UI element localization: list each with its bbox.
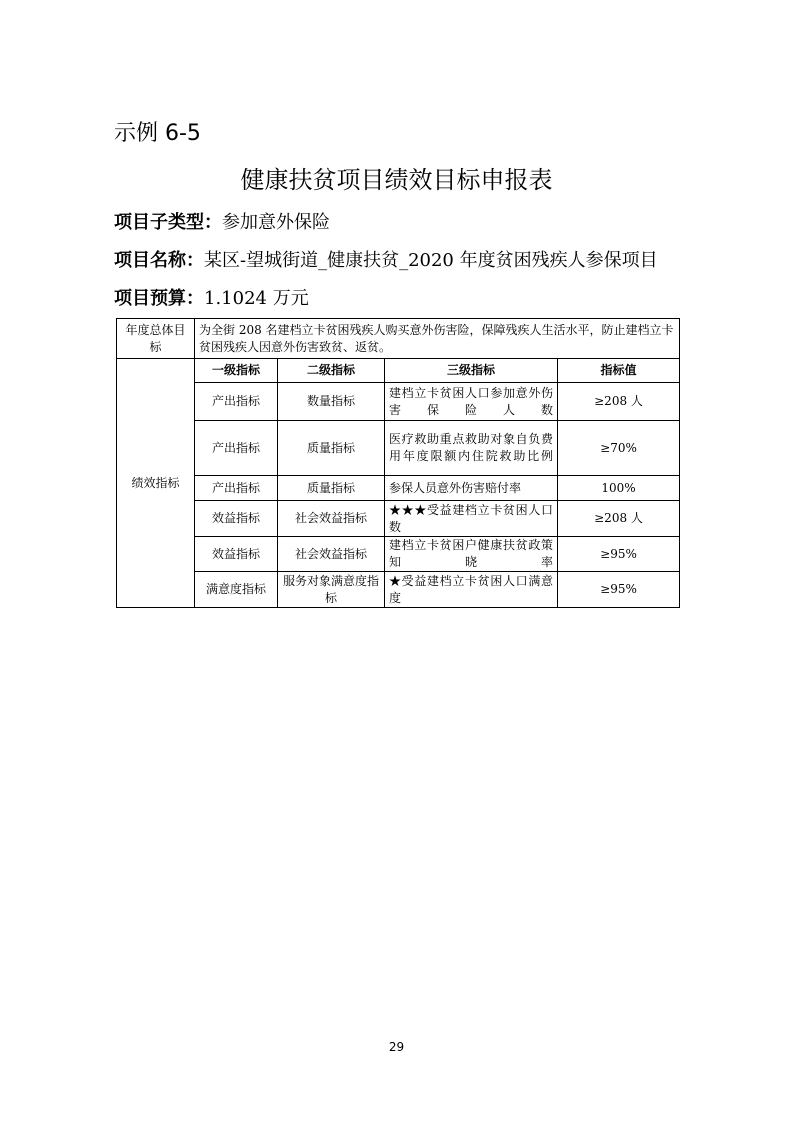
document-title: 健康扶贫项目绩效目标申报表 [240, 166, 553, 194]
table-row [117, 501, 680, 537]
row-level2: 质量指标 [278, 476, 385, 501]
table-row [117, 572, 680, 608]
row-level2: 质量指标 [278, 421, 385, 476]
row-level2: 社会效益指标 [278, 537, 385, 572]
row-level2: 数量指标 [278, 383, 385, 421]
table-row [117, 421, 680, 476]
page-number: 29 [388, 1040, 405, 1054]
row-level3: ★★★受益建档立卡贫困人口数 [385, 501, 558, 537]
row-value: ≥95% [558, 537, 680, 572]
row-level3: 建档立卡贫困户健康扶贫政策知晓率 [385, 537, 558, 572]
row-level3: ★受益建档立卡贫困人口满意度 [385, 572, 558, 608]
goal-text: 为全街 208 名建档立卡贫困残疾人购买意外伤害险，保障残疾人生活水平，防止建档立卡贫困残疾人因意外伤害致贫、返贫。 [195, 319, 680, 359]
info-budget-label: 项目预算： [114, 288, 204, 309]
table-row [117, 476, 680, 501]
row-level2: 服务对象满意度指标 [278, 572, 385, 608]
performance-table [116, 318, 680, 608]
header-level2: 二级指标 [278, 359, 385, 383]
row-value: ≥208 人 [558, 501, 680, 537]
info-subtype [114, 208, 330, 234]
row-value: 100% [558, 476, 680, 501]
info-subtype-value: 参加意外保险 [222, 212, 330, 233]
row-level1: 产出指标 [195, 476, 278, 501]
goal-row [117, 319, 680, 359]
info-subtype-label: 项目子类型： [114, 212, 222, 233]
row-level1: 满意度指标 [195, 572, 278, 608]
table-row [117, 383, 680, 421]
header-value: 指标值 [558, 359, 680, 383]
row-value: ≥208 人 [558, 383, 680, 421]
header-level1: 一级指标 [195, 359, 278, 383]
row-level3: 医疗救助重点救助对象自负费用年度限额内住院救助比例 [385, 421, 558, 476]
row-level3: 参保人员意外伤害赔付率 [385, 476, 558, 501]
row-level2: 社会效益指标 [278, 501, 385, 537]
row-level1: 产出指标 [195, 421, 278, 476]
header-level3: 三级指标 [385, 359, 558, 383]
row-value: ≥95% [558, 572, 680, 608]
row-level1: 产出指标 [195, 383, 278, 421]
row-level3: 建档立卡贫困人口参加意外伤害保险人数 [385, 383, 558, 421]
info-project-name [114, 246, 658, 272]
info-budget [114, 284, 309, 310]
row-level1: 效益指标 [195, 501, 278, 537]
table-row [117, 537, 680, 572]
section-label: 绩效指标 [117, 359, 195, 608]
table-header-row [117, 359, 680, 383]
example-label: 示例 6-5 [114, 121, 201, 146]
row-value: ≥70% [558, 421, 680, 476]
info-budget-value: 1.1024 万元 [204, 288, 309, 309]
row-level1: 效益指标 [195, 537, 278, 572]
goal-label: 年度总体目标 [117, 319, 195, 359]
info-project-name-label: 项目名称： [114, 250, 204, 271]
info-project-name-value: 某区-望城街道_健康扶贫_2020 年度贫困残疾人参保项目 [204, 250, 658, 271]
